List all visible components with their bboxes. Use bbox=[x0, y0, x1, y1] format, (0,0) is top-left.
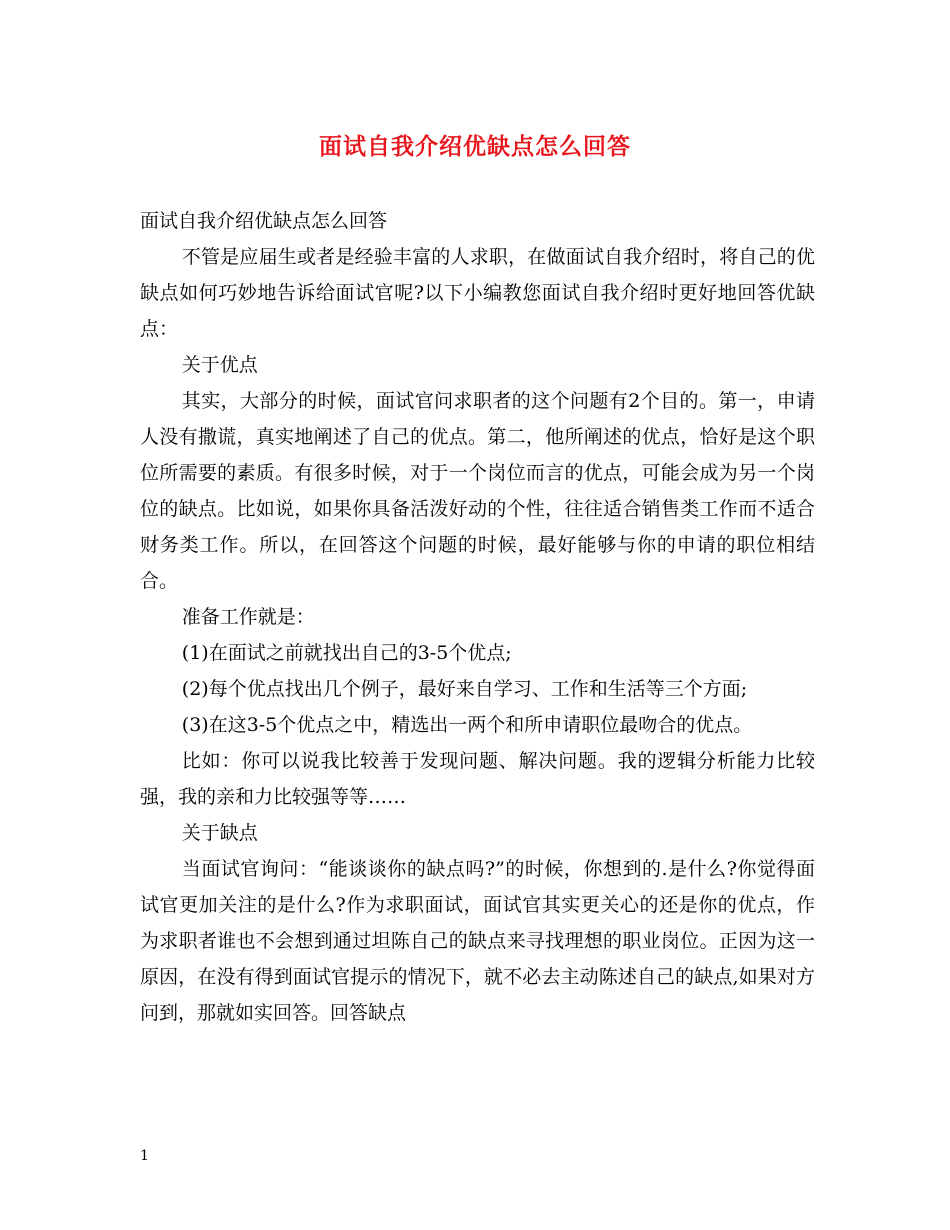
preparation-step-3: (3)在这3-5个优点之中，精选出一两个和所申请职位最吻合的优点。 bbox=[181, 714, 753, 736]
section-heading-weaknesses: 关于缺点 bbox=[181, 822, 258, 844]
preparation-heading: 准备工作就是： bbox=[181, 606, 315, 628]
weaknesses-paragraph: 当面试官询问：“能谈谈你的缺点吗?”的时候，你想到的.是什么?你觉得面试官更加关注的是什么?作为求职面试，面试官其实更关心的还是你的优点，作为求职者谁也不会想到通过坦陈自己的缺点来寻找理想的职业岗位。正因为这一原因，在没有得到面试官提示的情况下，就不必去主动陈述自己的缺点,如果对方问到，那就如实回答。回答缺点 bbox=[140, 858, 815, 1024]
example-paragraph: 比如：你可以说我比较善于发现问题、解决问题。我的逻辑分析能力比较强，我的亲和力比较强等等…… bbox=[140, 750, 815, 808]
intro-paragraph: 不管是应届生或者是经验丰富的人求职，在做面试自我介绍时，将自己的优缺点如何巧妙地告诉给面试官呢?以下小编教您面试自我介绍时更好地回答优缺点： bbox=[140, 246, 815, 340]
document-body bbox=[140, 203, 815, 1031]
strengths-paragraph: 其实，大部分的时候，面试官问求职者的这个问题有2个目的。第一，申请人没有撒谎，真实地阐述了自己的优点。第二，他所阐述的优点，恰好是这个职位所需要的素质。有很多时候，对于一个岗位而言的优点，可能会成为另一个岗位的缺点。比如说，如果你具备活泼好动的个性，往往适合销售类工作而不适合财务类工作。所以，在回答这个问题的时候，最好能够与你的申请的职位相结合。 bbox=[140, 390, 815, 592]
body-heading: 面试自我介绍优缺点怎么回答 bbox=[140, 210, 388, 232]
document-title: 面试自我介绍优缺点怎么回答 bbox=[319, 133, 631, 160]
preparation-step-2: (2)每个优点找出几个例子，最好来自学习、工作和生活等三个方面; bbox=[181, 678, 748, 700]
page-number: 1 bbox=[140, 1148, 149, 1164]
section-heading-strengths: 关于优点 bbox=[181, 354, 258, 376]
preparation-step-1: (1)在面试之前就找出自己的3-5个优点; bbox=[181, 642, 512, 664]
